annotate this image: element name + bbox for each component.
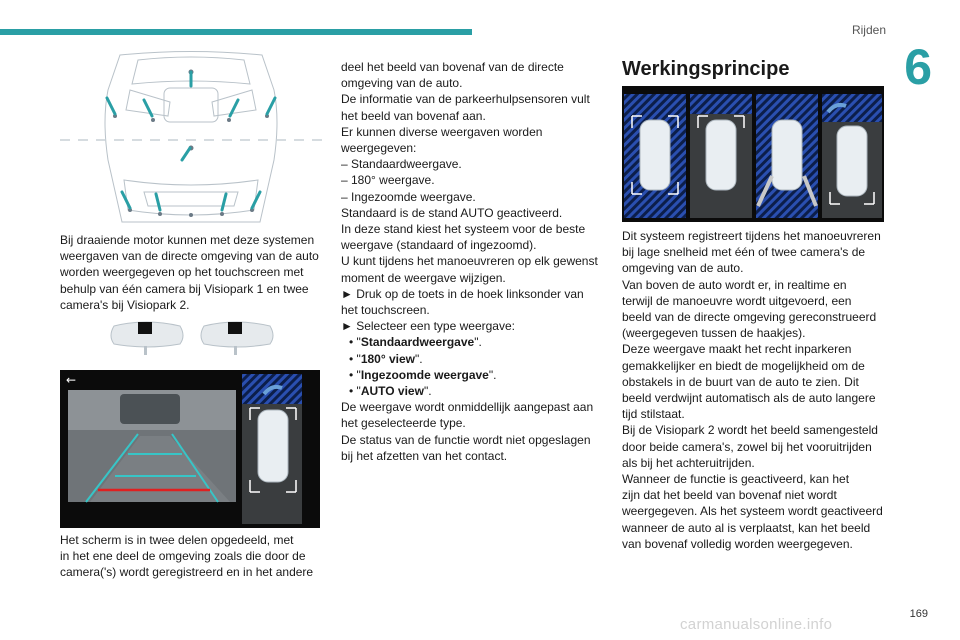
text-line: weergegeven: [341, 141, 417, 156]
text-line: beeld verdwijnt automatisch als de auto langere [622, 391, 876, 406]
text-line: De status van de functie wordt niet opgeslagen [341, 432, 591, 447]
watermark: carmanualsonline.info [680, 616, 833, 633]
text-line: obstakels in de buurt van de auto te zien. Dit [622, 374, 859, 389]
text-line: Deze weergave maakt het recht inparkeren [622, 342, 852, 357]
text-line: gemakkelijker en biedt de mogelijkheid om de [622, 358, 865, 373]
top-down-view [242, 374, 302, 524]
text-line: U kunt tijdens het manoeuvreren op elk gewenst [341, 254, 598, 269]
instruction-step: ► Selecteer een type weergave: [341, 319, 515, 334]
text-line: als bij het achteruitrijden. [622, 455, 755, 470]
view-option: • "AUTO view". [349, 384, 432, 399]
rear-view-mirror-icons [104, 316, 280, 358]
car-front-illustration [60, 50, 322, 228]
header-accent-bar [0, 29, 472, 35]
text-line: (weergegeven tussen de haakjes). [622, 326, 806, 341]
text-line: De weergave wordt onmiddellijk aangepast aan [341, 400, 594, 415]
text-line: Er kunnen diverse weergaven worden [341, 124, 543, 139]
view-panel-4 [822, 94, 882, 218]
text-line: door beide camera's, zowel bij het vooruitrijden [622, 439, 872, 454]
text-line: wanneer de auto al is verplaatst, kan het beeld [622, 520, 871, 535]
view-option: • "Ingezoomde weergave". [349, 367, 497, 382]
text-line: bij lage snelheid met één of twee camera's de [622, 245, 866, 260]
text-line: worden weergegeven op het touchscreen met [60, 265, 304, 280]
instruction-step: ► Druk op de toets in de hoek linksonder van [341, 286, 584, 301]
text-line: bij het afzetten van het contact. [341, 448, 508, 463]
intro-paragraph [60, 232, 322, 313]
back-arrow-icon: ← [66, 373, 77, 387]
text-line: zijn dat het beeld van bovenaf niet wordt [622, 488, 837, 503]
view-types-section [341, 59, 605, 464]
text-line: – Standaardweergave. [341, 157, 462, 172]
text-line: – 180° weergave. [341, 173, 435, 188]
text-line: Bij draaiende motor kunnen met deze systemen [60, 233, 315, 247]
working-principle-text [622, 228, 890, 552]
text-line: het beeld van bovenaf aan. [341, 108, 486, 123]
view-option: • "Standaardweergave". [349, 335, 482, 350]
text-line: Van boven de auto wordt er, in realtime en [622, 277, 847, 292]
view-panel-1 [624, 94, 686, 218]
text-line: beeld van de directe omgeving gereconstrueerd [622, 310, 877, 325]
view-panel-3 [756, 94, 818, 218]
text-line: terwijl de manoeuvre wordt uitgevoerd, een [622, 293, 852, 308]
text-line: omgeving van de auto. [622, 261, 744, 276]
text-line: In deze stand kiest het systeem voor de beste [341, 222, 586, 237]
page-number: 169 [909, 608, 928, 620]
split-screen-paragraph [60, 532, 322, 581]
text-line: weergegeven. Als het systeem wordt geactiveerd [622, 504, 883, 519]
mirror-icon-left [111, 322, 183, 355]
text-line: van bovenaf volledig worden weergegeven. [622, 536, 853, 551]
text-line: het touchscreen. [341, 303, 430, 318]
text-line: camera('s) wordt geregistreerd en in het andere [60, 565, 314, 580]
section-heading: Werkingsprincipe [622, 58, 790, 80]
text-line: – Ingezoomde weergave. [341, 189, 476, 204]
text-line: deel het beeld van bovenaf van de directe [341, 60, 564, 74]
text-line: moment de weergave wijzigen. [341, 270, 506, 285]
text-line: De informatie van de parkeerhulpsensoren vult [341, 92, 590, 107]
text-line: Standaard is de stand AUTO geactiveerd. [341, 205, 563, 220]
text-line: behulp van één camera bij Visiopark 1 en twee [60, 281, 309, 296]
chapter-number: 6 [904, 39, 932, 95]
text-line: weergave (standaard of ingezoomd). [341, 238, 537, 253]
text-line: omgeving van de auto. [341, 76, 463, 91]
top-down-view-panels [622, 86, 884, 222]
text-line: Dit systeem registreert tijdens het manoeuvreren [622, 229, 881, 243]
text-line: Wanneer de functie is geactiveerd, kan het [622, 472, 850, 487]
view-option: • "180° view". [349, 351, 423, 366]
text-line: weergaven van de directe omgeving van de auto [60, 249, 319, 264]
view-panel-2 [690, 94, 752, 218]
text-line: het geselecteerde type. [341, 416, 466, 431]
rear-camera-view [68, 390, 236, 502]
mirror-icon-right [201, 322, 273, 355]
text-line: in het ene deel de omgeving zoals die door de [60, 549, 306, 564]
text-line: camera's bij Visiopark 2. [60, 297, 190, 312]
section-label: Rijden [851, 23, 886, 37]
touchscreen-split-view [60, 370, 320, 528]
text-line: Bij de Visiopark 2 wordt het beeld samengesteld [622, 423, 878, 438]
text-line: Het scherm is in twee delen opgedeeld, met [60, 533, 294, 547]
text-line: tijd stilstaat. [622, 407, 685, 422]
